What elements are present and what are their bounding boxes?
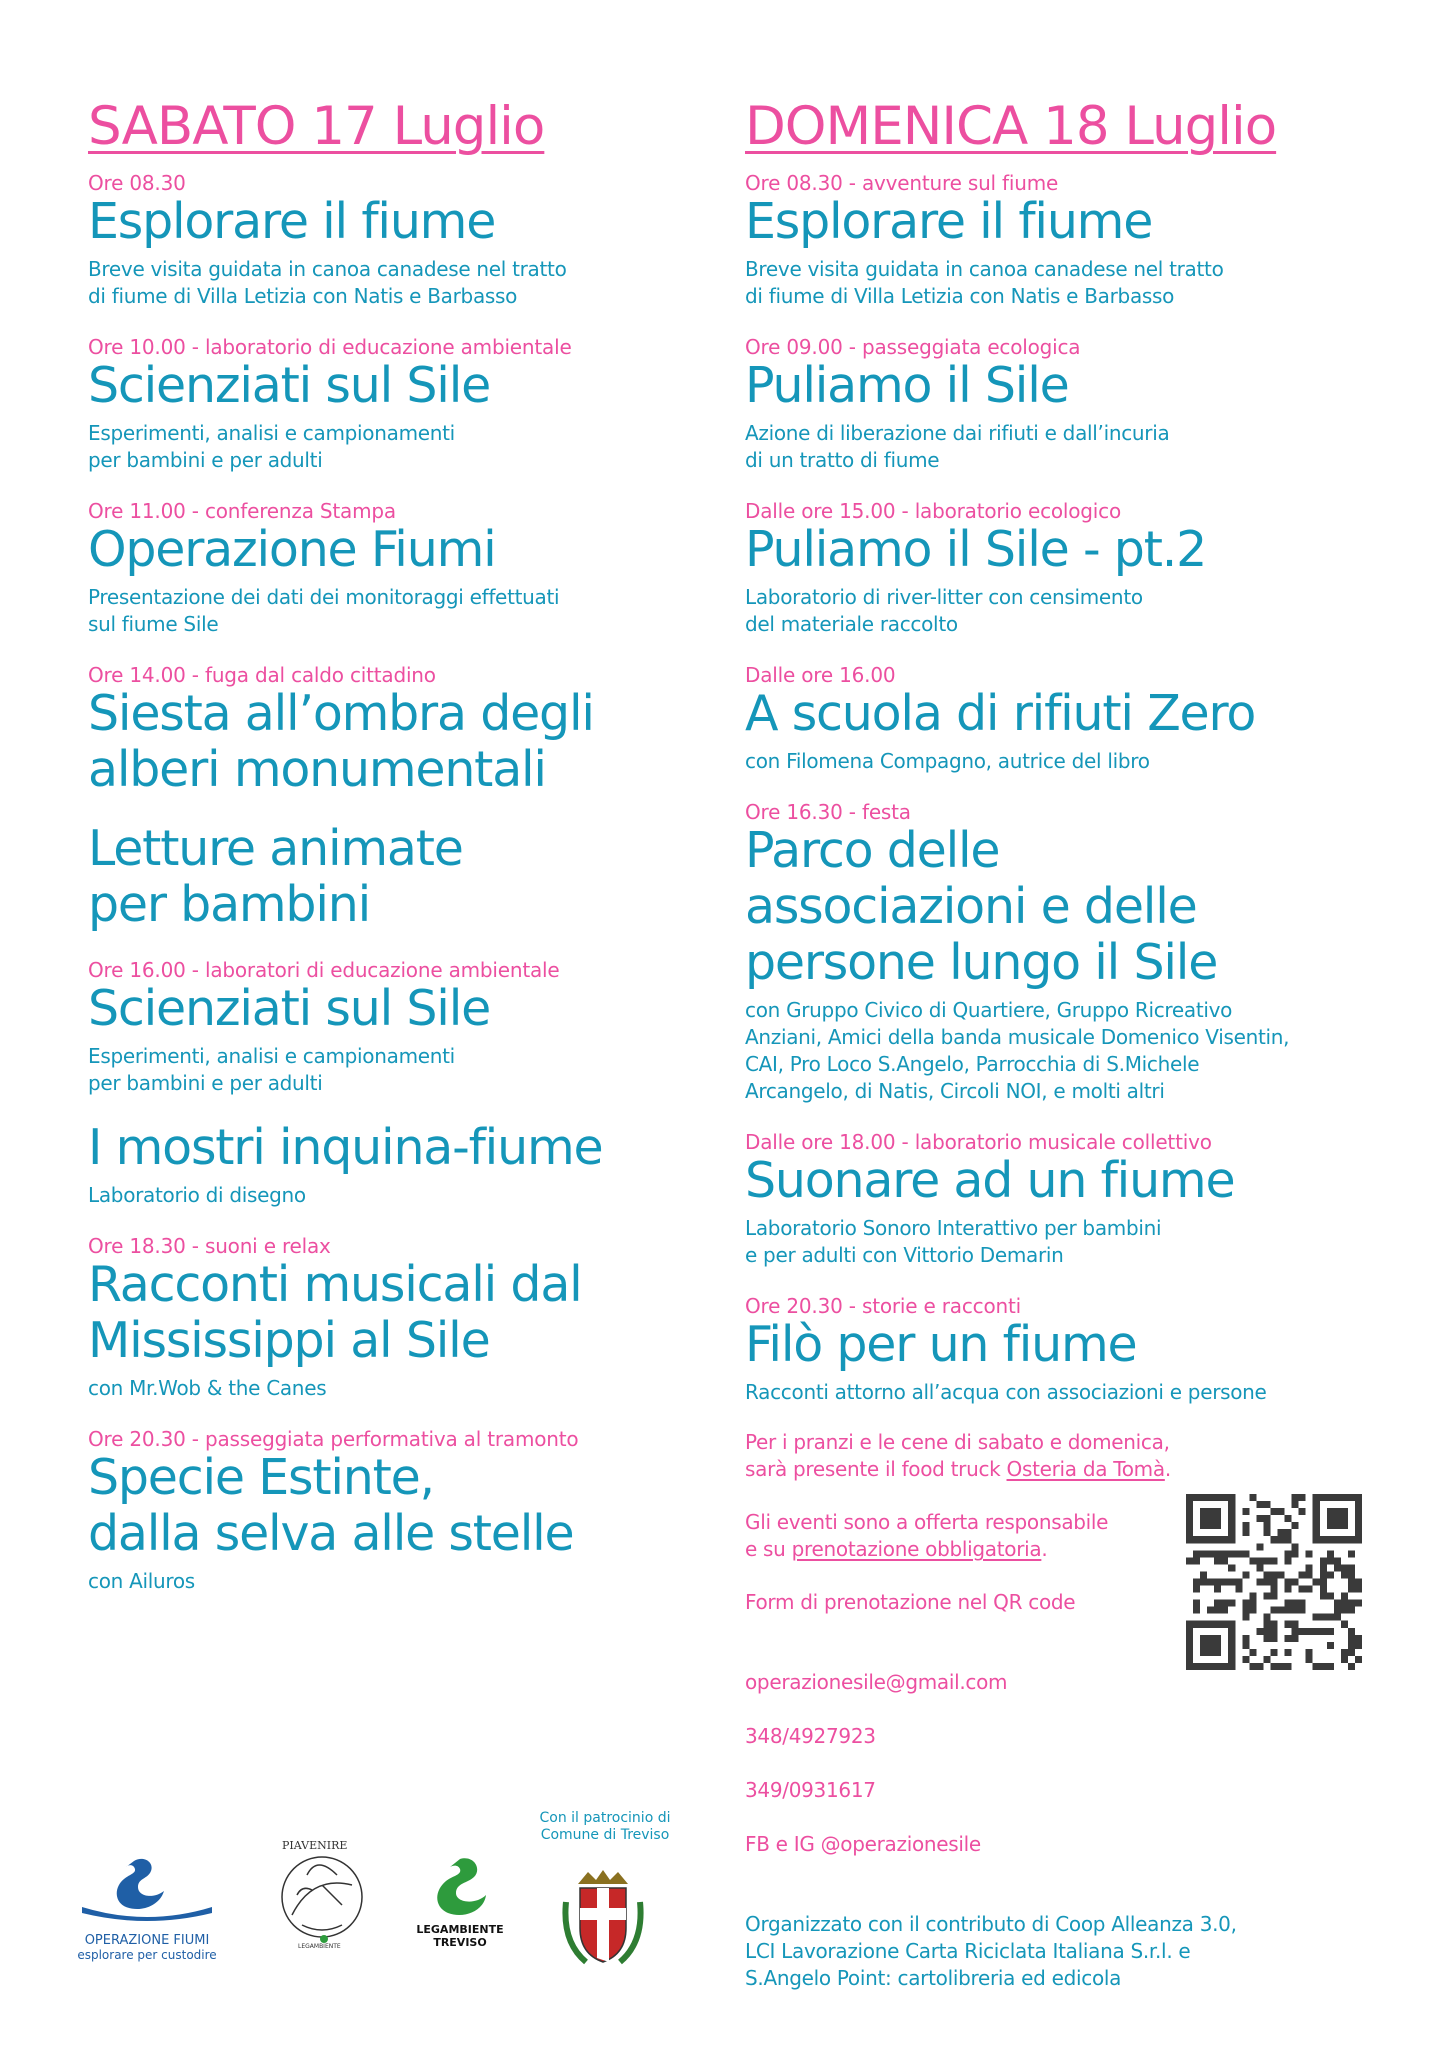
piavenire-logo: [262, 1835, 382, 1955]
heron-illustration-icon: [262, 1835, 382, 1955]
saturday-heading: SABATO 17 Luglio: [88, 96, 545, 157]
saturday-column: [88, 96, 688, 1620]
event-description: Esperimenti, analisi e campionamenti per bambini e per adulti: [88, 1044, 455, 1095]
event-title: Esplorare il fiume: [745, 193, 1153, 250]
event-title: Scienziati sul Sile: [88, 357, 491, 414]
event-time: Ore 20.30 - passeggiata performativa al tramonto: [88, 1427, 579, 1451]
event-item: [88, 821, 688, 933]
piavenire-wordmark: PIAVENIRE: [282, 1839, 348, 1852]
coat-of-arms-icon: [548, 1862, 658, 1972]
qr-code[interactable]: [1186, 1494, 1362, 1670]
event-title: Puliamo il Sile - pt.2: [745, 521, 1207, 578]
legambiente-logo: [410, 1855, 510, 1955]
event-time: Ore 10.00 - laboratorio di educazione ambientale: [88, 335, 572, 359]
event-item: [745, 335, 1405, 474]
event-description: Azione di liberazione dai rifiuti e dall’incuria di un tratto di fiume: [745, 421, 1170, 472]
event-description: Laboratorio Sonoro Interattivo per bambini e per adulti con Vittorio Demarin: [745, 1216, 1162, 1267]
event-title: Esplorare il fiume: [88, 193, 496, 250]
event-time: Ore 11.00 - conferenza Stampa: [88, 499, 396, 523]
event-description: Breve visita guidata in canoa canadese nel tratto di fiume di Villa Letizia con Natis e Barbasso: [88, 257, 567, 308]
legambiente-name: LEGAMBIENTE: [416, 1923, 504, 1936]
phone-2: 349/0931617: [745, 1778, 876, 1802]
operazione-fiumi-name: OPERAZIONE FIUMI: [84, 1933, 210, 1948]
event-time: Ore 16.30 - festa: [745, 800, 911, 824]
piavenire-subtitle: LEGAMBIENTE: [298, 1943, 341, 1950]
event-title: Puliamo il Sile: [745, 357, 1069, 414]
booking-link[interactable]: prenotazione obbligatoria: [791, 1537, 1042, 1561]
operazione-fiumi-logo: [72, 1855, 222, 1962]
osteria-link[interactable]: Osteria da Tomà: [1006, 1457, 1165, 1481]
event-title: Operazione Fiumi: [88, 521, 496, 578]
event-title: Siesta all’ombra degli alberi monumentali: [88, 685, 594, 798]
event-item: [745, 1130, 1405, 1269]
event-title: Suonare ad un fiume: [745, 1152, 1235, 1209]
event-item: [745, 171, 1405, 310]
sunday-events: [745, 171, 1405, 1406]
sunday-heading: DOMENICA 18 Luglio: [745, 96, 1277, 157]
event-item: [88, 1120, 688, 1209]
event-item: [745, 800, 1405, 1105]
event-time: Ore 08.30 - avventure sul fiume: [745, 171, 1059, 195]
event-title: A scuola di rifiuti Zero: [745, 685, 1256, 742]
event-time: Ore 09.00 - passeggiata ecologica: [745, 335, 1081, 359]
event-item: [88, 335, 688, 474]
patronage-text: Con il patrocinio di Comune di Treviso: [539, 1810, 671, 1843]
event-description: con Mr.Wob & the Canes: [88, 1376, 327, 1400]
event-description: Laboratorio di disegno: [88, 1183, 306, 1207]
event-title: Scienziati sul Sile: [88, 980, 491, 1037]
event-description: Presentazione dei dati dei monitoraggi effettuati sul fiume Sile: [88, 585, 560, 636]
event-title: Letture animate per bambini: [88, 820, 463, 933]
event-item: [88, 1427, 688, 1595]
event-description: con Filomena Compagno, autrice del libro: [745, 749, 1150, 773]
event-description: Racconti attorno all’acqua con associazioni e persone: [745, 1380, 1267, 1404]
event-item: [745, 499, 1405, 638]
event-title: Parco delle associazioni e delle persone lungo il Sile: [745, 822, 1218, 991]
event-time: Dalle ore 18.00 - laboratorio musicale collettivo: [745, 1130, 1212, 1154]
swan-icon: [72, 1855, 222, 1925]
event-time: Dalle ore 15.00 - laboratorio ecologico: [745, 499, 1121, 523]
food-info: Per i pranzi e le cene di sabato e domenica, sarà presente il food truck Osteria da Tomà.: [745, 1430, 1171, 1481]
event-time: Dalle ore 16.00: [745, 663, 896, 687]
event-time: Ore 20.30 - storie e racconti: [745, 1294, 1021, 1318]
event-item: [88, 171, 688, 310]
saturday-events: [88, 171, 688, 1595]
event-description: Breve visita guidata in canoa canadese nel tratto di fiume di Villa Letizia con Natis e Barbasso: [745, 257, 1224, 308]
legambiente-city: TREVISO: [433, 1936, 487, 1949]
treviso-coat-of-arms: [548, 1862, 658, 1972]
event-title: Racconti musicali dal Mississippi al Sile: [88, 1256, 582, 1369]
event-item: [88, 663, 688, 798]
event-time: Ore 18.30 - suoni e relax: [88, 1234, 331, 1258]
social-handle: FB e IG @operazionesile: [745, 1832, 981, 1856]
offer-info: Gli eventi sono a offerta responsabile e su prenotazione obbligatoria.: [745, 1510, 1109, 1561]
event-description: con Ailuros: [88, 1569, 195, 1593]
event-title: I mostri inquina-fiume: [88, 1119, 603, 1176]
event-time: Ore 16.00 - laboratori di educazione ambientale: [88, 958, 560, 982]
event-description: Laboratorio di river-litter con censimento del materiale raccolto: [745, 585, 1143, 636]
event-description: Esperimenti, analisi e campionamenti per bambini e per adulti: [88, 421, 455, 472]
sunday-column: [745, 96, 1405, 1992]
event-description: con Gruppo Civico di Quartiere, Gruppo Ricreativo Anziani, Amici della banda musicale Domenico Visentin, CAI, Pro Loco S.Angelo, Parrocchia di S.Michele Arcangelo, di Natis, Circoli NOI, e molti altri: [745, 998, 1290, 1103]
event-item: [745, 663, 1405, 775]
legambiente-swan-icon: [410, 1855, 510, 1917]
event-item: [745, 1294, 1405, 1406]
event-time: Ore 14.00 - fuga dal caldo cittadino: [88, 663, 436, 687]
email-link[interactable]: operazionesile@gmail.com: [745, 1670, 1008, 1694]
event-title: Filò per un fiume: [745, 1316, 1137, 1373]
phone-1: 348/4927923: [745, 1724, 876, 1748]
organizers: Organizzato con il contributo di Coop Alleanza 3.0, LCI Lavorazione Carta Riciclata Italiana S.r.l. e S.Angelo Point: cartolibreria ed edicola: [745, 1912, 1237, 1990]
event-title: Specie Estinte, dalla selva alle stelle: [88, 1449, 574, 1562]
operazione-fiumi-tagline: esplorare per custodire: [77, 1948, 217, 1962]
contacts: [745, 1642, 1405, 1885]
event-item: [88, 499, 688, 638]
event-time: Ore 08.30: [88, 171, 186, 195]
event-item: [88, 958, 688, 1097]
event-item: [88, 1234, 688, 1402]
form-info: Form di prenotazione nel QR code: [745, 1590, 1076, 1614]
